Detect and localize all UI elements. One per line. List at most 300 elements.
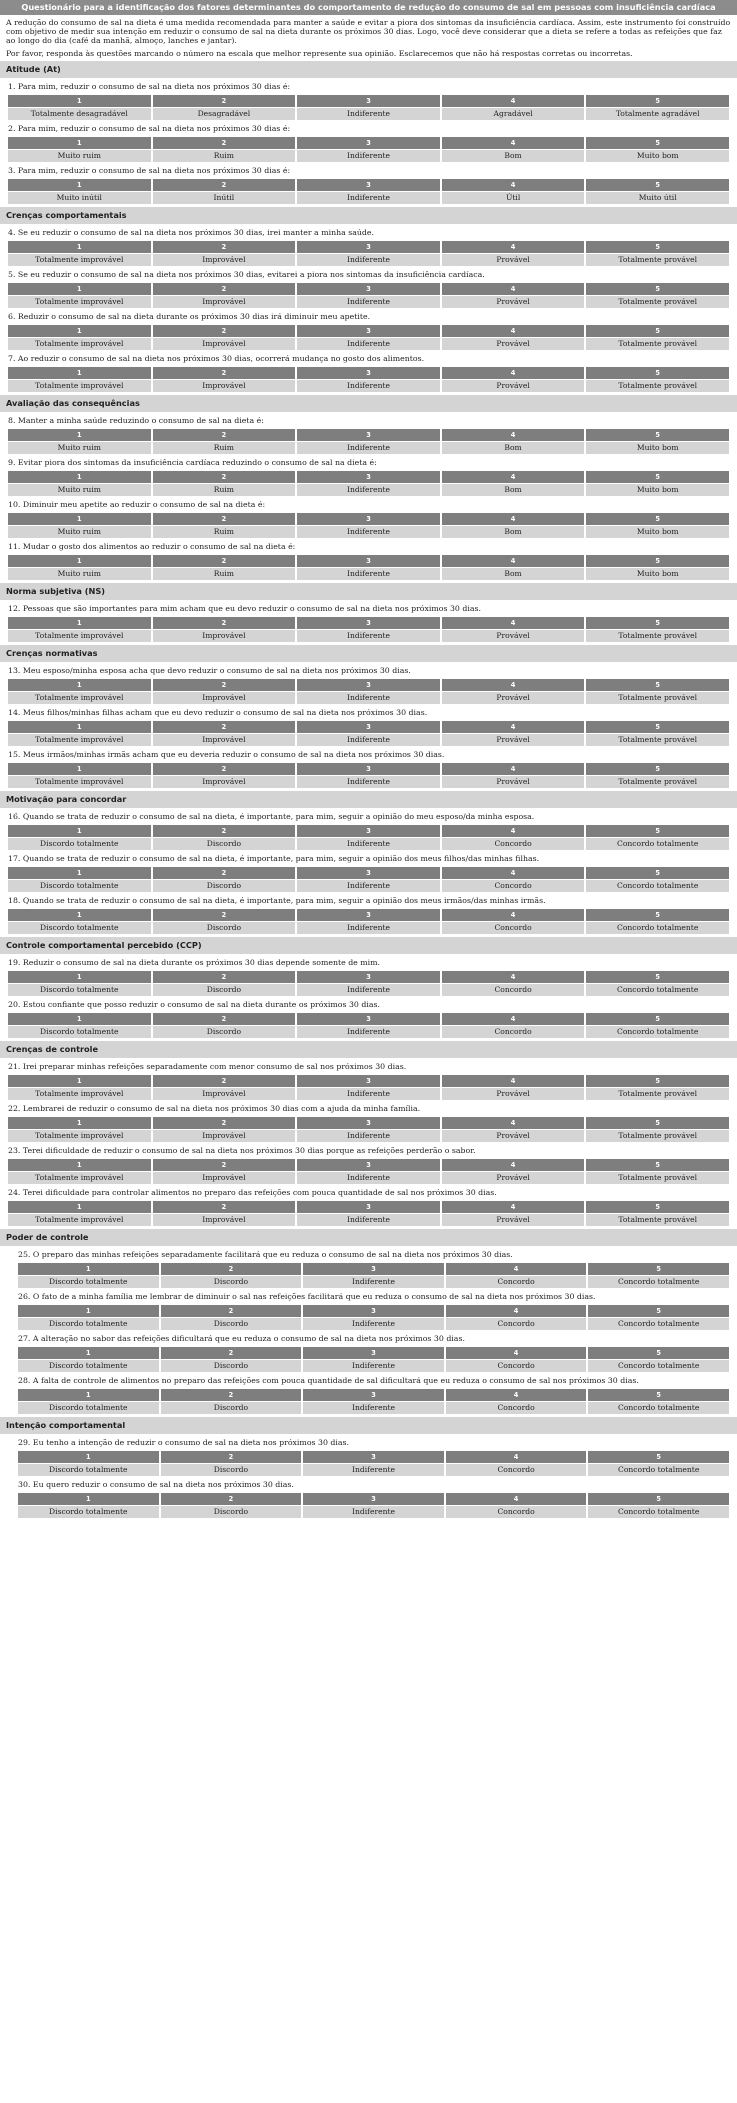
likert-scale: [8, 471, 729, 496]
scale-label-1: Totalmente improvável: [8, 692, 151, 704]
scale-label-5: Concordo totalmente: [588, 1402, 729, 1414]
scale-option-1[interactable]: 1: [8, 95, 151, 107]
scale-option-4[interactable]: 4: [446, 1305, 587, 1317]
scale-option-4[interactable]: 4: [442, 763, 585, 775]
scale-label-4: Bom: [442, 442, 585, 454]
scale-option-1[interactable]: 1: [8, 137, 151, 149]
likert-scale: [8, 1075, 729, 1100]
scale-option-3[interactable]: 3: [297, 555, 440, 567]
scale-label-4: Bom: [442, 484, 585, 496]
scale-label-2: Improvável: [153, 630, 296, 642]
likert-scale: [18, 1389, 729, 1414]
scale-option-5[interactable]: 5: [588, 1389, 729, 1401]
question-text: 23. Terei dificuldade de reduzir o consumo de sal na dieta nos próximos 30 dias porque as refeições perderão o sabor.: [8, 1145, 476, 1155]
scale-option-4[interactable]: 4: [442, 679, 585, 691]
scale-label-3: Indiferente: [297, 880, 440, 892]
likert-scale: [8, 241, 729, 266]
scale-option-2[interactable]: 2: [153, 763, 296, 775]
scale-label-2: Discordo: [153, 1026, 296, 1038]
scale-option-4[interactable]: 4: [442, 555, 585, 567]
scale-label-5: Concordo totalmente: [588, 1318, 729, 1330]
scale-option-4[interactable]: 4: [442, 825, 585, 837]
scale-option-5[interactable]: 5: [586, 137, 729, 149]
section: [0, 1417, 737, 1518]
scale-label-3: Indiferente: [297, 150, 440, 162]
scale-option-4[interactable]: 4: [442, 367, 585, 379]
scale-option-3[interactable]: 3: [297, 1013, 440, 1025]
scale-label-2: Improvável: [153, 296, 296, 308]
scale-label-3: Indiferente: [297, 484, 440, 496]
scale-option-2[interactable]: 2: [153, 555, 296, 567]
intro-text: [0, 15, 737, 58]
scale-label-3: Indiferente: [303, 1464, 444, 1476]
scale-label-1: Discordo totalmente: [8, 984, 151, 996]
scale-option-2[interactable]: 2: [153, 367, 296, 379]
question-item: [0, 412, 737, 454]
scale-option-5[interactable]: 5: [586, 179, 729, 191]
scale-option-1[interactable]: 1: [8, 555, 151, 567]
scale-option-3[interactable]: 3: [297, 95, 440, 107]
scale-option-3[interactable]: 3: [303, 1389, 444, 1401]
scale-option-1[interactable]: 1: [8, 679, 151, 691]
scale-option-4[interactable]: 4: [446, 1347, 587, 1359]
question-text: 9. Evitar piora dos sintomas da insuficiência cardíaca reduzindo o consumo de sal na dieta é:: [8, 457, 377, 467]
scale-option-4[interactable]: 4: [446, 1389, 587, 1401]
scale-label-1: Muito ruim: [8, 484, 151, 496]
scale-option-4[interactable]: 4: [442, 283, 585, 295]
scale-label-3: Indiferente: [297, 1130, 440, 1142]
scale-label-5: Totalmente agradável: [586, 108, 729, 120]
likert-scale: [18, 1305, 729, 1330]
scale-option-5[interactable]: 5: [586, 325, 729, 337]
scale-option-2[interactable]: 2: [153, 325, 296, 337]
scale-option-1[interactable]: 1: [8, 1159, 151, 1171]
scale-option-3[interactable]: 3: [303, 1493, 444, 1505]
scale-option-4[interactable]: 4: [442, 325, 585, 337]
section: [0, 791, 737, 934]
scale-label-2: Ruim: [153, 150, 296, 162]
scale-option-4[interactable]: 4: [442, 1201, 585, 1213]
scale-option-1[interactable]: 1: [8, 513, 151, 525]
section: [0, 1041, 737, 1226]
scale-option-3[interactable]: 3: [297, 971, 440, 983]
scale-label-4: Bom: [442, 150, 585, 162]
scale-option-5[interactable]: 5: [588, 1263, 729, 1275]
scale-option-3[interactable]: 3: [297, 241, 440, 253]
scale-option-2[interactable]: 2: [153, 429, 296, 441]
question-item: [0, 1100, 737, 1142]
scale-option-1[interactable]: 1: [8, 429, 151, 441]
scale-option-5[interactable]: 5: [586, 1013, 729, 1025]
scale-option-1[interactable]: 1: [8, 1075, 151, 1087]
question-text: 17. Quando se trata de reduzir o consumo de sal na dieta, é importante, para mim, seguir a opinião dos meus filhos/das minhas filhas.: [8, 853, 540, 863]
likert-scale: [8, 1159, 729, 1184]
scale-option-1[interactable]: 1: [18, 1451, 159, 1463]
scale-option-1[interactable]: 1: [8, 1117, 151, 1129]
scale-option-5[interactable]: 5: [586, 721, 729, 733]
scale-option-2[interactable]: 2: [153, 179, 296, 191]
scale-option-4[interactable]: 4: [442, 513, 585, 525]
scale-label-2: Improvável: [153, 692, 296, 704]
scale-option-5[interactable]: 5: [586, 283, 729, 295]
scale-option-5[interactable]: 5: [586, 825, 729, 837]
scale-option-1[interactable]: 1: [18, 1263, 159, 1275]
scale-option-3[interactable]: 3: [303, 1451, 444, 1463]
question-text: 30. Eu quero reduzir o consumo de sal na dieta nos próximos 30 dias.: [18, 1479, 294, 1489]
scale-option-1[interactable]: 1: [8, 721, 151, 733]
question-item: [0, 496, 737, 538]
scale-label-3: Indiferente: [297, 1088, 440, 1100]
scale-option-5[interactable]: 5: [586, 241, 729, 253]
question-text: 11. Mudar o gosto dos alimentos ao reduzir o consumo de sal na dieta é:: [8, 541, 296, 551]
scale-label-5: Totalmente provável: [586, 734, 729, 746]
scale-label-2: Discordo: [153, 880, 296, 892]
scale-option-5[interactable]: 5: [586, 1159, 729, 1171]
question-text: 16. Quando se trata de reduzir o consumo de sal na dieta, é importante, para mim, seguir a opinião do meu esposo/da minha esposa.: [8, 811, 535, 821]
section: [0, 61, 737, 204]
scale-option-2[interactable]: 2: [161, 1347, 302, 1359]
scale-label-2: Discordo: [161, 1276, 302, 1288]
scale-option-1[interactable]: 1: [8, 471, 151, 483]
question-text: 29. Eu tenho a intenção de reduzir o consumo de sal na dieta nos próximos 30 dias.: [18, 1437, 350, 1447]
scale-option-2[interactable]: 2: [153, 1075, 296, 1087]
scale-option-4[interactable]: 4: [442, 721, 585, 733]
scale-option-2[interactable]: 2: [161, 1389, 302, 1401]
scale-option-2[interactable]: 2: [153, 513, 296, 525]
scale-option-5[interactable]: 5: [586, 679, 729, 691]
scale-option-2[interactable]: 2: [153, 1159, 296, 1171]
scale-label-3: Indiferente: [297, 442, 440, 454]
scale-option-2[interactable]: 2: [153, 679, 296, 691]
scale-option-1[interactable]: 1: [8, 763, 151, 775]
section-header: Poder de controle: [0, 1229, 737, 1246]
scale-option-1[interactable]: 1: [18, 1305, 159, 1317]
scale-option-1[interactable]: 1: [8, 179, 151, 191]
likert-scale: [8, 867, 729, 892]
question-item: [0, 266, 737, 308]
scale-option-3[interactable]: 3: [297, 367, 440, 379]
likert-scale: [8, 325, 729, 350]
question-item: [0, 996, 737, 1038]
scale-label-3: Indiferente: [297, 1172, 440, 1184]
question-item: [0, 1372, 737, 1414]
scale-label-3: Indiferente: [303, 1318, 444, 1330]
scale-option-4[interactable]: 4: [442, 137, 585, 149]
section-header: Intenção comportamental: [0, 1417, 737, 1434]
scale-option-5[interactable]: 5: [586, 909, 729, 921]
scale-label-5: Muito bom: [586, 442, 729, 454]
scale-label-2: Improvável: [153, 380, 296, 392]
scale-label-3: Indiferente: [297, 984, 440, 996]
scale-option-5[interactable]: 5: [586, 1075, 729, 1087]
scale-label-5: Concordo totalmente: [588, 1506, 729, 1518]
scale-label-4: Provável: [442, 776, 585, 788]
scale-option-2[interactable]: 2: [153, 283, 296, 295]
scale-option-5[interactable]: 5: [586, 867, 729, 879]
scale-option-2[interactable]: 2: [153, 825, 296, 837]
scale-option-2[interactable]: 2: [161, 1305, 302, 1317]
scale-option-1[interactable]: 1: [18, 1389, 159, 1401]
scale-option-2[interactable]: 2: [153, 1117, 296, 1129]
scale-option-1[interactable]: 1: [8, 971, 151, 983]
scale-option-5[interactable]: 5: [586, 429, 729, 441]
scale-option-1[interactable]: 1: [8, 241, 151, 253]
scale-label-5: Muito bom: [586, 150, 729, 162]
scale-option-1[interactable]: 1: [8, 367, 151, 379]
section-header: Motivação para concordar: [0, 791, 737, 808]
likert-scale: [8, 825, 729, 850]
question-item: [0, 1246, 737, 1288]
scale-label-5: Concordo totalmente: [588, 1360, 729, 1372]
scale-label-4: Agradável: [442, 108, 585, 120]
question-item: [0, 1330, 737, 1372]
scale-label-3: Indiferente: [297, 1214, 440, 1226]
scale-label-2: Improvável: [153, 338, 296, 350]
scale-option-3[interactable]: 3: [297, 513, 440, 525]
scale-option-2[interactable]: 2: [153, 137, 296, 149]
scale-label-5: Totalmente provável: [586, 1214, 729, 1226]
scale-option-4[interactable]: 4: [442, 867, 585, 879]
question-item: [0, 600, 737, 642]
scale-label-2: Discordo: [153, 922, 296, 934]
scale-option-2[interactable]: 2: [153, 867, 296, 879]
question-item: [0, 1434, 737, 1476]
scale-option-5[interactable]: 5: [588, 1451, 729, 1463]
question-item: [0, 162, 737, 204]
scale-option-3[interactable]: 3: [297, 1201, 440, 1213]
scale-option-4[interactable]: 4: [442, 95, 585, 107]
scale-option-4[interactable]: 4: [446, 1451, 587, 1463]
scale-option-4[interactable]: 4: [442, 909, 585, 921]
scale-label-5: Totalmente provável: [586, 1088, 729, 1100]
scale-label-2: Discordo: [161, 1464, 302, 1476]
scale-option-4[interactable]: 4: [446, 1263, 587, 1275]
scale-label-2: Discordo: [161, 1402, 302, 1414]
scale-option-5[interactable]: 5: [586, 1201, 729, 1213]
scale-label-2: Desagradável: [153, 108, 296, 120]
scale-label-5: Totalmente provável: [586, 338, 729, 350]
intro-paragraph: Por favor, responda às questões marcando o número na escala que melhor represente sua opinião. Esclarecemos que não há respostas corretas ou incorretas.: [6, 48, 633, 58]
scale-label-4: Provável: [442, 1214, 585, 1226]
scale-label-1: Totalmente improvável: [8, 734, 151, 746]
scale-label-5: Muito bom: [586, 526, 729, 538]
scale-option-3[interactable]: 3: [297, 283, 440, 295]
scale-option-3[interactable]: 3: [297, 1159, 440, 1171]
scale-label-3: Indiferente: [297, 192, 440, 204]
scale-label-5: Totalmente provável: [586, 296, 729, 308]
question-item: [0, 1288, 737, 1330]
scale-label-2: Improvável: [153, 734, 296, 746]
scale-option-5[interactable]: 5: [586, 513, 729, 525]
scale-label-1: Discordo totalmente: [18, 1464, 159, 1476]
section: [0, 645, 737, 788]
scale-option-1[interactable]: 1: [8, 1013, 151, 1025]
scale-label-2: Ruim: [153, 484, 296, 496]
question-text: 14. Meus filhos/minhas filhas acham que eu devo reduzir o consumo de sal na dieta nos próximos 30 dias.: [8, 707, 428, 717]
scale-option-1[interactable]: 1: [8, 825, 151, 837]
scale-label-1: Muito ruim: [8, 442, 151, 454]
scale-label-2: Ruim: [153, 442, 296, 454]
question-item: [0, 892, 737, 934]
scale-label-2: Discordo: [161, 1360, 302, 1372]
question-text: 26. O fato de a minha família me lembrar de diminuir o sal nas refeições facilitará que eu reduza o consumo de sal na dieta nos próximos 30 dias.: [18, 1291, 596, 1301]
likert-scale: [8, 1117, 729, 1142]
scale-label-4: Concordo: [442, 984, 585, 996]
scale-label-3: Indiferente: [303, 1360, 444, 1372]
scale-option-5[interactable]: 5: [586, 555, 729, 567]
scale-label-2: Discordo: [153, 984, 296, 996]
scale-option-1[interactable]: 1: [8, 867, 151, 879]
scale-option-4[interactable]: 4: [442, 1075, 585, 1087]
scale-label-5: Totalmente provável: [586, 630, 729, 642]
likert-scale: [8, 721, 729, 746]
scale-option-4[interactable]: 4: [442, 241, 585, 253]
question-item: [0, 850, 737, 892]
scale-option-3[interactable]: 3: [297, 763, 440, 775]
scale-label-1: Totalmente improvável: [8, 776, 151, 788]
scale-option-1[interactable]: 1: [8, 1201, 151, 1213]
likert-scale: [8, 513, 729, 538]
question-text: 8. Manter a minha saúde reduzindo o consumo de sal na dieta é:: [8, 415, 264, 425]
question-text: 27. A alteração no sabor das refeições dificultará que eu reduza o consumo de sal na dieta nos próximos 30 dias.: [18, 1333, 465, 1343]
scale-label-1: Totalmente improvável: [8, 1214, 151, 1226]
scale-option-2[interactable]: 2: [153, 1201, 296, 1213]
scale-option-1[interactable]: 1: [18, 1493, 159, 1505]
scale-option-2[interactable]: 2: [153, 241, 296, 253]
scale-option-5[interactable]: 5: [586, 95, 729, 107]
question-text: 12. Pessoas que são importantes para mim acham que eu devo reduzir o consumo de sal na dieta nos próximos 30 dias.: [8, 603, 481, 613]
scale-label-2: Discordo: [161, 1318, 302, 1330]
question-item: [0, 538, 737, 580]
scale-option-5[interactable]: 5: [588, 1305, 729, 1317]
scale-option-2[interactable]: 2: [153, 95, 296, 107]
scale-option-3[interactable]: 3: [297, 1075, 440, 1087]
scale-option-1[interactable]: 1: [8, 325, 151, 337]
question-text: 19. Reduzir o consumo de sal na dieta durante os próximos 30 dias depende somente de mim.: [8, 957, 381, 967]
scale-label-4: Concordo: [442, 880, 585, 892]
scale-option-1[interactable]: 1: [18, 1347, 159, 1359]
likert-scale: [8, 617, 729, 642]
scale-option-3[interactable]: 3: [303, 1347, 444, 1359]
scale-option-3[interactable]: 3: [297, 617, 440, 629]
scale-label-4: Concordo: [446, 1464, 587, 1476]
scale-option-3[interactable]: 3: [297, 179, 440, 191]
question-text: 13. Meu esposo/minha esposa acha que devo reduzir o consumo de sal na dieta nos próximos 30 dias.: [8, 665, 411, 675]
section-header: Crenças comportamentais: [0, 207, 737, 224]
scale-option-3[interactable]: 3: [303, 1263, 444, 1275]
scale-option-3[interactable]: 3: [297, 825, 440, 837]
question-item: [0, 1058, 737, 1100]
question-text: 25. O preparo das minhas refeições separadamente facilitará que eu reduza o consumo de sal na dieta nos próximos 30 dias.: [18, 1249, 513, 1259]
question-item: [0, 1476, 737, 1518]
scale-label-2: Ruim: [153, 568, 296, 580]
scale-option-4[interactable]: 4: [442, 179, 585, 191]
likert-scale: [8, 95, 729, 120]
scale-option-3[interactable]: 3: [297, 867, 440, 879]
scale-option-5[interactable]: 5: [588, 1347, 729, 1359]
scale-label-5: Totalmente provável: [586, 1130, 729, 1142]
scale-label-4: Provável: [442, 338, 585, 350]
scale-option-2[interactable]: 2: [153, 909, 296, 921]
scale-label-5: Totalmente provável: [586, 776, 729, 788]
question-text: 28. A falta de controle de alimentos no preparo das refeições com pouca quantidade de sal dificultará que eu reduza o consumo de sal nos próximos 30 dias.: [18, 1375, 639, 1385]
scale-option-2[interactable]: 2: [153, 721, 296, 733]
likert-scale: [8, 555, 729, 580]
scale-option-5[interactable]: 5: [586, 971, 729, 983]
scale-option-4[interactable]: 4: [442, 1159, 585, 1171]
scale-option-3[interactable]: 3: [297, 679, 440, 691]
scale-label-4: Concordo: [446, 1360, 587, 1372]
scale-option-5[interactable]: 5: [586, 1117, 729, 1129]
question-item: [0, 224, 737, 266]
scale-label-1: Discordo totalmente: [8, 922, 151, 934]
likert-scale: [8, 367, 729, 392]
question-item: [0, 78, 737, 120]
scale-option-5[interactable]: 5: [586, 367, 729, 379]
scale-label-2: Discordo: [153, 838, 296, 850]
scale-label-2: Improvável: [153, 1172, 296, 1184]
scale-label-1: Totalmente improvável: [8, 1130, 151, 1142]
scale-label-1: Totalmente improvável: [8, 1172, 151, 1184]
scale-option-5[interactable]: 5: [586, 763, 729, 775]
scale-option-3[interactable]: 3: [297, 721, 440, 733]
scale-option-2[interactable]: 2: [161, 1263, 302, 1275]
scale-option-3[interactable]: 3: [297, 137, 440, 149]
section: [0, 395, 737, 580]
scale-option-4[interactable]: 4: [442, 971, 585, 983]
scale-option-3[interactable]: 3: [303, 1305, 444, 1317]
scale-option-5[interactable]: 5: [586, 471, 729, 483]
scale-option-3[interactable]: 3: [297, 909, 440, 921]
scale-label-3: Indiferente: [297, 922, 440, 934]
scale-label-1: Totalmente desagradável: [8, 108, 151, 120]
scale-option-5[interactable]: 5: [588, 1493, 729, 1505]
likert-scale: [8, 679, 729, 704]
scale-option-4[interactable]: 4: [442, 429, 585, 441]
likert-scale: [8, 971, 729, 996]
scale-option-4[interactable]: 4: [442, 1013, 585, 1025]
scale-label-5: Muito bom: [586, 484, 729, 496]
scale-label-3: Indiferente: [297, 254, 440, 266]
scale-option-3[interactable]: 3: [297, 471, 440, 483]
scale-option-2[interactable]: 2: [153, 471, 296, 483]
scale-label-4: Concordo: [442, 922, 585, 934]
scale-option-1[interactable]: 1: [8, 283, 151, 295]
scale-option-5[interactable]: 5: [586, 617, 729, 629]
scale-label-4: Provável: [442, 630, 585, 642]
scale-option-4[interactable]: 4: [442, 471, 585, 483]
scale-option-3[interactable]: 3: [297, 429, 440, 441]
scale-label-5: Concordo totalmente: [588, 1464, 729, 1476]
scale-option-3[interactable]: 3: [297, 1117, 440, 1129]
question-text: 21. Irei preparar minhas refeições separadamente com menor consumo de sal nos próximos 30 dias.: [8, 1061, 407, 1071]
scale-option-2[interactable]: 2: [153, 971, 296, 983]
scale-option-2[interactable]: 2: [153, 617, 296, 629]
scale-option-3[interactable]: 3: [297, 325, 440, 337]
scale-option-1[interactable]: 1: [8, 909, 151, 921]
likert-scale: [8, 429, 729, 454]
scale-option-4[interactable]: 4: [442, 1117, 585, 1129]
scale-option-2[interactable]: 2: [153, 1013, 296, 1025]
scale-option-2[interactable]: 2: [161, 1451, 302, 1463]
scale-option-4[interactable]: 4: [442, 617, 585, 629]
scale-option-2[interactable]: 2: [161, 1493, 302, 1505]
scale-option-4[interactable]: 4: [446, 1493, 587, 1505]
scale-label-1: Totalmente improvável: [8, 630, 151, 642]
scale-option-1[interactable]: 1: [8, 617, 151, 629]
scale-label-2: Discordo: [161, 1506, 302, 1518]
question-item: [0, 746, 737, 788]
